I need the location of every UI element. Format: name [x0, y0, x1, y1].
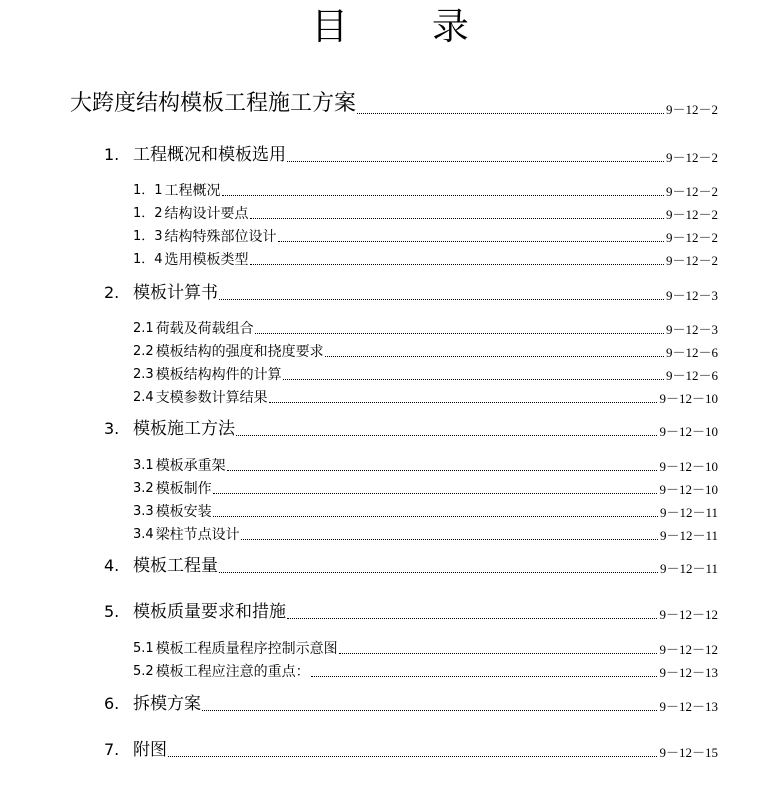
subsection-1-2-label: 结构设计要点	[164, 206, 249, 222]
subsection-3-4-row	[0, 518, 780, 544]
section-3-entry[interactable]	[104, 418, 718, 440]
dot-leader	[339, 653, 658, 654]
subsection-1-3-number: 1．3	[133, 229, 163, 244]
section-5-label: 模板质量要求和措施	[133, 602, 286, 622]
subsection-3-2-label: 模板制作	[155, 481, 212, 497]
subsection-1-2-page-number: 9－12－2	[665, 207, 718, 222]
subsection-2-4-entry[interactable]	[133, 389, 718, 407]
section-2-label: 模板计算书	[133, 283, 218, 303]
dot-leader	[202, 710, 657, 711]
section-1-label: 工程概况和模板选用	[133, 145, 286, 165]
subsection-2-2-number: 2.2	[133, 344, 154, 359]
document-title-page-number: 9－12－2	[665, 102, 718, 117]
subsection-2-4-page-number: 9－12－10	[659, 391, 718, 406]
dot-leader	[250, 218, 664, 219]
dot-leader	[325, 356, 664, 357]
subsection-2-3-page-number: 9－12－6	[665, 368, 718, 383]
subsection-1-4-row	[0, 243, 780, 269]
dot-leader	[213, 493, 658, 494]
section-7-label: 附图	[133, 740, 167, 760]
page-title: 目 录	[311, 5, 505, 48]
section-7-row	[0, 735, 780, 761]
section-2-page-number: 9－12－3	[665, 288, 718, 303]
subsection-5-2-entry[interactable]	[133, 663, 718, 681]
section-4-number: 4.	[104, 556, 120, 575]
subsection-1-2-number: 1．2	[133, 206, 163, 221]
subsection-1-4-entry[interactable]	[133, 251, 718, 269]
section-7-page-number: 9－12－15	[659, 745, 718, 760]
dot-leader	[283, 379, 664, 380]
dot-leader	[311, 676, 658, 677]
subsection-2-2-page-number: 9－12－6	[665, 345, 718, 360]
subsection-1-1-page-number: 9－12－2	[665, 184, 718, 199]
subsection-1-1-label: 工程概况	[164, 183, 221, 199]
subsection-2-3-label: 模板结构构件的计算	[155, 367, 282, 383]
subsection-3-4-page-number: 9－12－11	[659, 528, 718, 543]
subsection-2-1-label: 荷载及荷载组合	[155, 321, 254, 337]
dot-leader	[357, 113, 664, 114]
section-1-number: 1.	[104, 145, 120, 164]
dot-leader	[227, 470, 658, 471]
subsection-5-2-label: 模板工程应注意的重点：	[155, 664, 310, 680]
section-1-entry[interactable]	[104, 144, 718, 166]
dot-leader	[250, 264, 664, 265]
subsection-2-1-number: 2.1	[133, 321, 154, 336]
subsection-1-4-label: 选用模板类型	[164, 252, 249, 268]
document-title-label: 大跨度结构模板工程施工方案	[70, 91, 357, 116]
subsection-3-1-number: 3.1	[133, 458, 154, 473]
dot-leader	[241, 539, 658, 540]
subsection-3-4-entry[interactable]	[133, 526, 718, 544]
section-4-row	[0, 551, 780, 577]
subsection-1-3-label: 结构特殊部位设计	[164, 229, 277, 245]
section-5-row	[0, 597, 780, 623]
subsection-2-4-row	[0, 381, 780, 407]
section-1-page-number: 9－12－2	[665, 150, 718, 165]
document-title-row	[0, 92, 780, 118]
subsection-5-2-number: 5.2	[133, 664, 154, 679]
section-6-entry[interactable]	[104, 693, 718, 715]
subsection-5-1-label: 模板工程质量程序控制示意图	[155, 641, 338, 657]
section-5-entry[interactable]	[104, 601, 718, 623]
subsection-2-4-label: 支模参数计算结果	[155, 390, 268, 406]
section-6-number: 6.	[104, 694, 120, 713]
section-5-number: 5.	[104, 602, 120, 621]
subsection-3-1-page-number: 9－12－10	[659, 459, 718, 474]
subsection-2-3-number: 2.3	[133, 367, 154, 382]
subsection-1-4-page-number: 9－12－2	[665, 253, 718, 268]
document-title-entry[interactable]	[70, 90, 718, 118]
section-2-entry[interactable]	[104, 282, 718, 304]
subsection-3-3-page-number: 9－12－11	[659, 505, 718, 520]
dot-leader	[255, 333, 664, 334]
dot-leader	[287, 618, 657, 619]
subsection-1-4-number: 1．4	[133, 252, 163, 267]
subsection-3-4-label: 梁柱节点设计	[155, 527, 240, 543]
dot-leader	[219, 572, 658, 573]
dot-leader	[213, 516, 658, 517]
dot-leader	[219, 299, 664, 300]
section-6-label: 拆模方案	[133, 694, 201, 714]
dot-leader	[168, 756, 657, 757]
section-1-row	[0, 140, 780, 166]
dot-leader	[236, 435, 657, 436]
subsection-2-4-number: 2.4	[133, 390, 154, 405]
dot-leader	[287, 161, 664, 162]
section-4-label: 模板工程量	[133, 556, 218, 576]
subsection-5-1-number: 5.1	[133, 641, 154, 656]
subsection-2-1-page-number: 9－12－3	[665, 322, 718, 337]
section-4-page-number: 9－12－11	[659, 561, 718, 576]
section-3-row	[0, 414, 780, 440]
dot-leader	[222, 195, 664, 196]
section-7-number: 7.	[104, 740, 120, 759]
section-2-row	[0, 278, 780, 304]
subsection-3-3-label: 模板安装	[155, 504, 212, 520]
section-3-page-number: 9－12－10	[659, 424, 718, 439]
subsection-3-3-number: 3.3	[133, 504, 154, 519]
subsection-5-1-page-number: 9－12－12	[659, 642, 718, 657]
subsection-3-2-page-number: 9－12－10	[659, 482, 718, 497]
dot-leader	[278, 241, 664, 242]
section-4-entry[interactable]	[104, 555, 718, 577]
section-6-row	[0, 689, 780, 715]
subsection-5-2-page-number: 9－12－13	[659, 665, 718, 680]
section-7-entry[interactable]	[104, 739, 718, 761]
subsection-3-2-number: 3.2	[133, 481, 154, 496]
subsection-1-1-number: 1．1	[133, 183, 163, 198]
subsection-5-2-row	[0, 655, 780, 681]
dot-leader	[269, 402, 658, 403]
section-3-label: 模板施工方法	[133, 419, 235, 439]
subsection-3-4-number: 3.4	[133, 527, 154, 542]
section-3-number: 3.	[104, 419, 120, 438]
subsection-1-3-page-number: 9－12－2	[665, 230, 718, 245]
section-5-page-number: 9－12－12	[659, 607, 718, 622]
subsection-2-2-label: 模板结构的强度和挠度要求	[155, 344, 324, 360]
subsection-3-1-label: 模板承重架	[155, 458, 226, 474]
section-6-page-number: 9－12－13	[659, 699, 718, 714]
section-2-number: 2.	[104, 283, 120, 302]
